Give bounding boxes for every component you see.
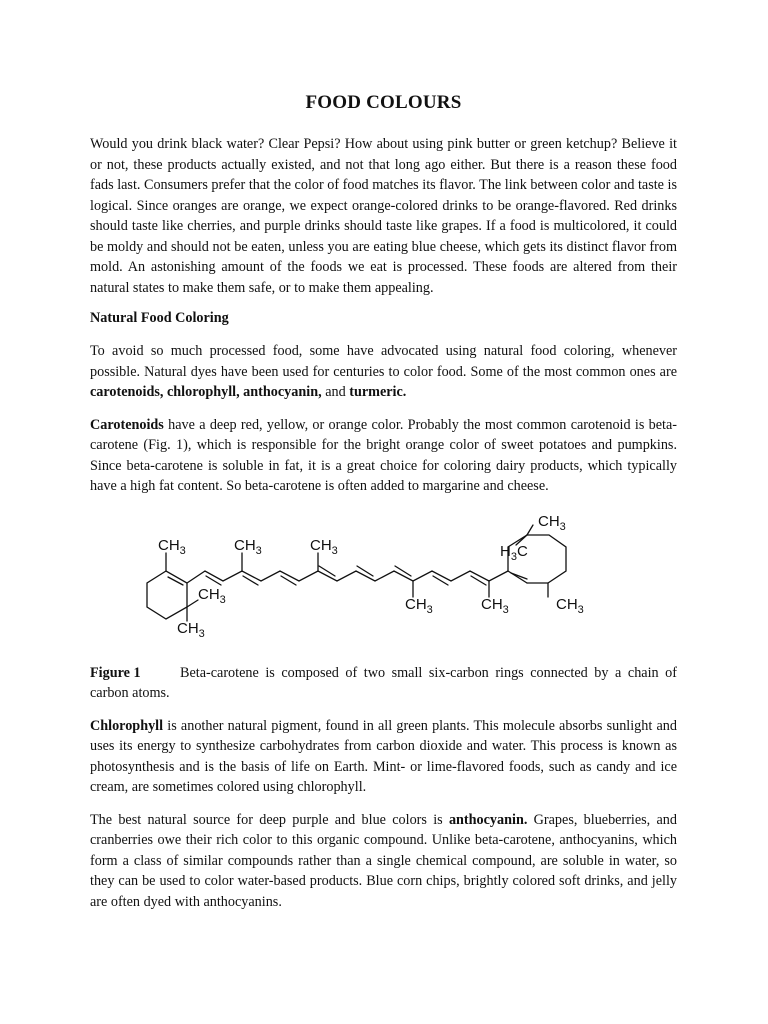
natural-and: and [321, 384, 350, 400]
ch3-label-ring-left-bottom: $CH_3$ [177, 619, 205, 640]
carotenoids-paragraph [90, 415, 677, 497]
ch3-label-ring-left-top: $CH_3$ [158, 536, 186, 557]
anthocyanin-term: anthocyanin. [448, 811, 528, 828]
anthocyanin-paragraph [90, 810, 677, 913]
chlorophyll-paragraph [90, 716, 677, 798]
document-body [90, 92, 677, 924]
beta-carotene-figure [90, 509, 677, 655]
natural-coloring-paragraph [90, 341, 677, 403]
natural-list-bold: carotenoids, chlorophyll, anthocyanin, [90, 384, 322, 400]
anthocyanin-text-after: Grapes, blueberries, and cranberries owe their rich color to this organic compound. Unlike beta-carotene, anthocyanins, which form a class of similar compounds rather than a single chemical compound, are soluble in water, so they can be used to color water-based products. Blue corn chips, brightly colored soft drinks, and jelly are often dyed with anthocyanins. [90, 811, 677, 910]
ch3-label-chain-1: $CH_3$ [234, 536, 262, 557]
ch3-label-ring-right-bottom: $CH_3$ [556, 595, 584, 616]
section-heading: Natural Food Coloring [90, 310, 229, 326]
beta-carotene-structure [90, 509, 677, 655]
intro-paragraph: Would you drink black water? Clear Pepsi? How about using pink butter or green ketchup? Believe it or not, these products actually existed, and not that long ago either. But there is a reason these food fads last. Consumers prefer that the color of food matches its flavor. The link between color and taste is logical. Since oranges are orange, we expect orange-colored drinks to be orange-flavored. Red drinks should taste like cherries, and purple drinks should taste like grapes. If a food is multicolored, it could be moldy and should not be eaten, unless you are eating blue cheese, which gets its distinct flavor from mold. An astonishing amount of the foods we eat is processed. These foods are altered from their natural states to make them safe, or to make them appealing. [90, 136, 677, 296]
ch3-label-chain-3: $CH_3$ [405, 595, 433, 616]
ch3-label-chain-2: $CH_3$ [310, 536, 338, 557]
figure-caption-text: Beta-carotene is composed of two small six-carbon rings connected by a chain of carbon atoms. [90, 664, 677, 701]
figure-caption [90, 663, 677, 704]
figure-label: Figure 1 [90, 664, 141, 681]
carotenoids-text: have a deep red, yellow, or orange color. Probably the most common carotenoid is beta-carotene (Fig. 1), which is responsible for the bright orange color of sweet potatoes and pumpkins. Since beta-carotene is soluble in fat, it is a great choice for coloring dairy products, which typically have a high fat content. So beta-carotene is often added to margarine and cheese. [90, 416, 677, 494]
chlorophyll-text: is another natural pigment, found in all green plants. This molecule absorbs sunlight and uses its energy to synthesize carbohydrates from carbon dioxide and water. This process is known as photosynthesis and is the basis of life on Earth. Mint- or lime-flavored foods, such as candy and ice cream, are sometimes colored using chlorophyll. [90, 717, 677, 795]
ch3-label-ring-left-right: $CH_3$ [198, 585, 226, 606]
ch3-label-ring-right-top: $CH_3$ [538, 512, 566, 533]
chlorophyll-term: Chlorophyll [90, 717, 164, 734]
ch3-label-chain-4: $CH_3$ [481, 595, 509, 616]
h3c-label-ring-right: $H_3C$ [500, 542, 528, 563]
carotenoids-term: Carotenoids [90, 416, 164, 433]
natural-turmeric: turmeric. [349, 384, 407, 400]
page-title: FOOD COLOURS [305, 92, 462, 113]
anthocyanin-text-before: The best natural source for deep purple and blue colors is [90, 811, 449, 828]
natural-text: To avoid so much processed food, some have advocated using natural food coloring, whenever possible. Natural dyes have been used for centuries to color food. Some of the most common ones are [90, 343, 677, 380]
